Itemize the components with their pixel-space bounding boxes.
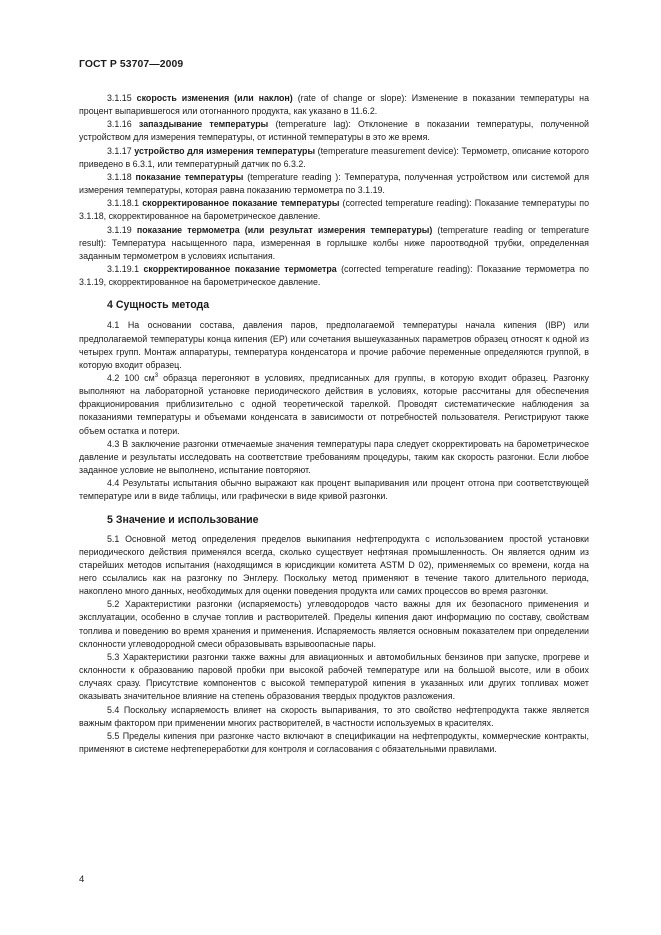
term-number: 3.1.18 <box>107 171 132 182</box>
term-name: скорректированное показание термометра <box>143 264 337 275</box>
paragraph-5-2: 5.2 Характеристики разгонки (испаряемость) углеводородов часто важны для их безопасного применения и эксплуатации, особенно в случае топлив и растворителей. Пределы кипения дают информацию по составу, свойствам топлива и поведению во время хранения и применения. Испаряемость является основным показателем при определении склонности углеводородной смеси образовывать взрывоопасные пары. <box>79 599 589 649</box>
term-3-1-19-1 <box>79 263 589 289</box>
section-5-heading: 5 Значение и использование <box>107 513 259 526</box>
term-3-1-16 <box>79 118 589 144</box>
paragraph-4-4: 4.4 Результаты испытания обычно выражают как процент выпаривания или процент отгона при соответствующей температуре или в виде таблицы, или графически в виде кривой разгонки. <box>79 478 589 502</box>
paragraph-4-2 <box>79 372 589 438</box>
section-4-heading: 4 Сущность метода <box>107 299 210 312</box>
term-definition: (corrected temperature reading): Показание температуры по 3.1.18, скорректированное на барометрическое давление. <box>79 198 590 222</box>
term-definition: (temperature lag): Отклонение в показании температуры, полученной устройством для измерения температуры, от истинной температуры в это же время. <box>79 119 589 143</box>
document-body <box>79 92 589 756</box>
term-number: 3.1.15 <box>107 93 132 103</box>
term-number: 3.1.19 <box>107 224 132 235</box>
term-3-1-18 <box>79 171 589 197</box>
term-definition: (rate of change or slope): Изменение в показании температуры на процент выпарившегося или отогнанного продукта, как указано в 11.6.2. <box>79 93 590 117</box>
term-number: 3.1.18.1 <box>107 198 140 209</box>
term-name: устройство для измерения температуры <box>134 145 316 156</box>
term-name: запаздывание температуры <box>138 119 269 130</box>
term-3-1-15 <box>79 92 589 118</box>
term-name: скорость изменения (или наклон) <box>136 93 293 103</box>
superscript-cubic: 3 <box>154 373 159 379</box>
term-name: показание термометра (или результат измерения температуры) <box>136 224 433 235</box>
term-name: показание температуры <box>135 171 244 182</box>
term-3-1-18-1 <box>79 197 589 223</box>
term-definition: (corrected temperature reading): Показание термометра по 3.1.19, скорректированное на барометрическое давление. <box>79 264 589 288</box>
paragraph-4-3: 4.3 В заключение разгонки отмечаемые значения температуры пара следует скорректировать на барометрическое давление и результаты исследовать на соответствие требованиям процедуры, таким как скорость разгонки. Если любое заданное условие не выполнено, испытание повторяют. <box>79 438 589 476</box>
document-header: ГОСТ Р 53707—2009 <box>79 59 184 70</box>
term-definition: (temperature reading ): Температура, полученная устройством или системой для измерения температуры, которая равна показанию термометра по 3.1.19. <box>79 171 589 196</box>
term-definition: (temperature measurement device): Термометр, описание которого приведено в 6.3.1, или температурный датчик по 6.3.2. <box>79 145 589 169</box>
paragraph-5-4: 5.4 Поскольку испаряемость влияет на скорость выпаривания, то это свойство нефтепродукта также является важным фактором при применении многих растворителей, в частности используемых в красителях. <box>79 704 589 728</box>
paragraph-4-2-start: 4.2 100 см <box>107 372 155 383</box>
term-number: 3.1.17 <box>107 145 132 156</box>
page-number: 4 <box>79 874 85 885</box>
paragraph-5-3: 5.3 Характеристики разгонки также важны для авиационных и автомобильных бензинов при запуске, прогреве и склонности к образованию паровой пробки при высокой рабочей температуре или на большой высоте, или в обоих случаях сразу. Присутствие компонентов с высокой температурой кипения в указанных или других топливах может оказывать значительное влияние на степень образования твердых продуктов разложения. <box>79 651 589 702</box>
term-definition: (temperature reading or temperature result): Температура насыщенного пара, измеренная в горлышке колбы ниже пароотводной трубки, определенная заданным термометром в условиях испытания. <box>79 224 590 261</box>
term-name: скорректированное показание температуры <box>142 198 340 209</box>
term-3-1-17 <box>79 145 589 171</box>
paragraph-5-1: 5.1 Основной метод определения пределов выкипания нефтепродукта с использованием простой установки периодического действия применялся всегда, сколько существует нефтяная промышленность. Он является одним из старейших методов испытания (находящимся в юрисдикции комитета ASTM D 02), применяемых со времени, когда на него ссылались как на разгонку по Энглеру. Поскольку метод применяют в течение такого длительного периода, накоплено много данных, необходимых для оценки поведения продукта или самих процессов во время разгонки. <box>79 533 589 597</box>
term-number: 3.1.19.1 <box>107 264 140 275</box>
paragraph-4-2-rest: образца перегоняют в условиях, предписанных для группы, в которую входит образец. Разгонку выполняют на лабораторной установке периодического действия в условиях, которые рассчитаны для обеспечения фракционирования приблизительно с одной теоретической тарелкой. Проводят систематические наблюдения за показаниями температуры и объемами конденсата в зависимости от потребностей пользователя. Регистрируют также объем остатка и потери. <box>79 372 589 436</box>
paragraph-5-5: 5.5 Пределы кипения при разгонке часто включают в спецификации на нефтепродукты, коммерческие контракты, применяют в системе нефтепереработки для контроля и согласования с обязательными правилами. <box>79 730 589 755</box>
term-3-1-19 <box>79 224 589 263</box>
term-number: 3.1.16 <box>107 119 132 130</box>
paragraph-4-1: 4.1 На основании состава, давления паров, предполагаемой температуры начала кипения (IBP) или предполагаемой температуры конца кипения (ЕР) или сочетания вышеуказанных параметров образец относят к одной из четырех групп. Монтаж аппаратуры, температура конденсатора и прочие рабочие переменные определяются группой, в которую входит образец. <box>79 320 589 370</box>
